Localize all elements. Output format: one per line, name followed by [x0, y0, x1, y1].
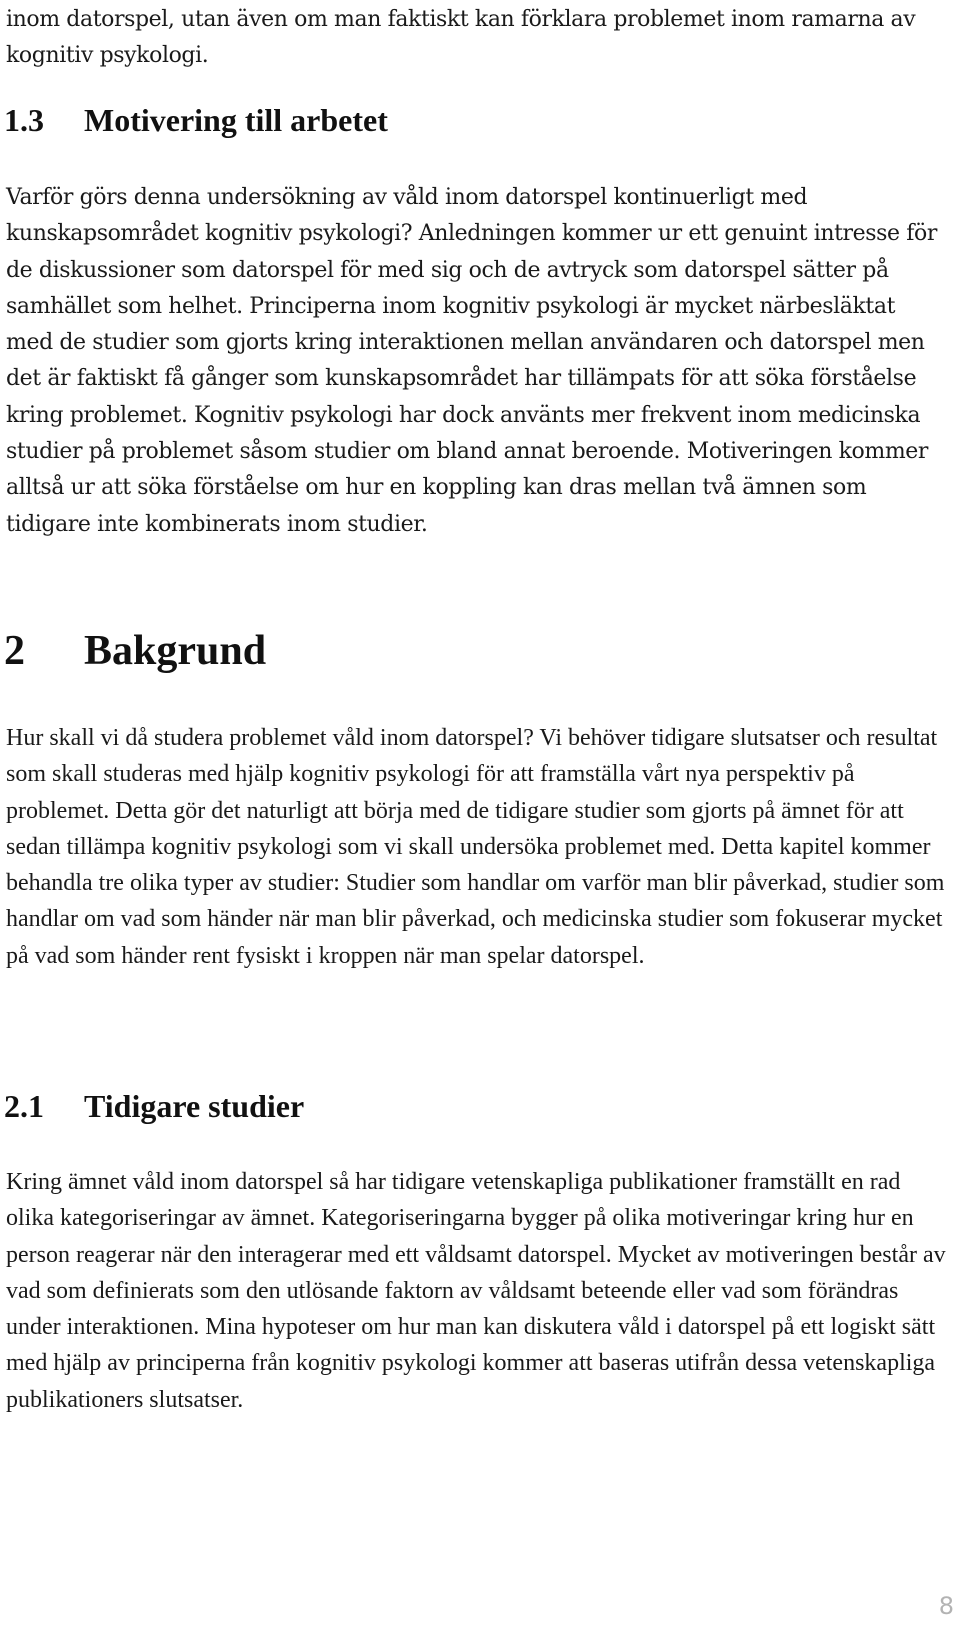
section-number: 2.1 [4, 1088, 44, 1124]
section-number: 1.3 [4, 102, 44, 138]
page-number: 8 [938, 1592, 954, 1620]
section-2-paragraph: Hur skall vi då studera problemet våld inom datorspel? Vi behöver tidigare slutsatser och resultat som skall studeras med hjälp kognitiv psykologi för att framställa vårt nya perspektiv på problemet. Detta gör det naturligt att börja med de tidigare studier som gjorts på ämnet för att sedan tillämpa kognitiv psykologi som vi skall undersöka problemet med. Detta kapitel kommer behandla tre olika typer av studier: Studier som handlar om varför man blir påverkad, studier som handlar om vad som händer när man blir påverkad, och medicinska studier som fokuserar mycket på vad som händer rent fysiskt i kroppen när man spelar datorspel. [6, 725, 945, 969]
section-title: Bakgrund [84, 628, 267, 674]
section-heading-2 [4, 626, 266, 676]
section-title: Tidigare studier [84, 1088, 305, 1124]
section-heading-2-1 [4, 1086, 304, 1126]
section-title: Motivering till arbetet [84, 102, 388, 138]
section-1-3-paragraph: Varför görs denna undersökning av våld inom datorspel kontinuerligt med kunskapsområdet kognitiv psykologi? Anledningen kommer ur ett genuint intresse för de diskussioner som datorspel för med sig och de avtryck som datorspel sätter på samhället som helhet. Principerna inom kognitiv psykologi är mycket närbesläktat med de studier som gjorts kring interaktionen mellan användaren och datorspel men det är faktiskt få gånger som kunskapsområdet har tillämpats för att söka förståelse kring problemet. Kognitiv psykologi har dock använts mer frekvent inom medicinska studier på problemet såsom studier om bland annat beroende. Motiveringen kommer alltså ur att söka förståelse om hur en koppling kan dras mellan två ämnen som tidigare inte kombinerats inom studier. [6, 185, 937, 537]
section-heading-1-3 [4, 100, 388, 140]
section-number: 2 [4, 628, 25, 674]
intro-paragraph: inom datorspel, utan även om man faktiskt kan förklara problemet inom ramarna av kognitiv psykologi. [6, 7, 916, 69]
section-2-1-paragraph: Kring ämnet våld inom datorspel så har tidigare vetenskapliga publikationer framställt en rad olika kategoriseringar av ämnet. Kategoriseringarna bygger på olika motiveringar kring hur en person reagerar när den interagerar med ett våldsamt datorspel. Mycket av motiveringen består av vad som definierats som den utlösande faktorn av våldsamt beteende eller vad som förändras under interaktionen. Mina hypoteser om hur man kan diskutera våld i datorspel på ett logiskt sätt med hjälp av principerna från kognitiv psykologi kommer att baseras utifrån dessa vetenskapliga publikationers slutsatser. [6, 1169, 946, 1413]
